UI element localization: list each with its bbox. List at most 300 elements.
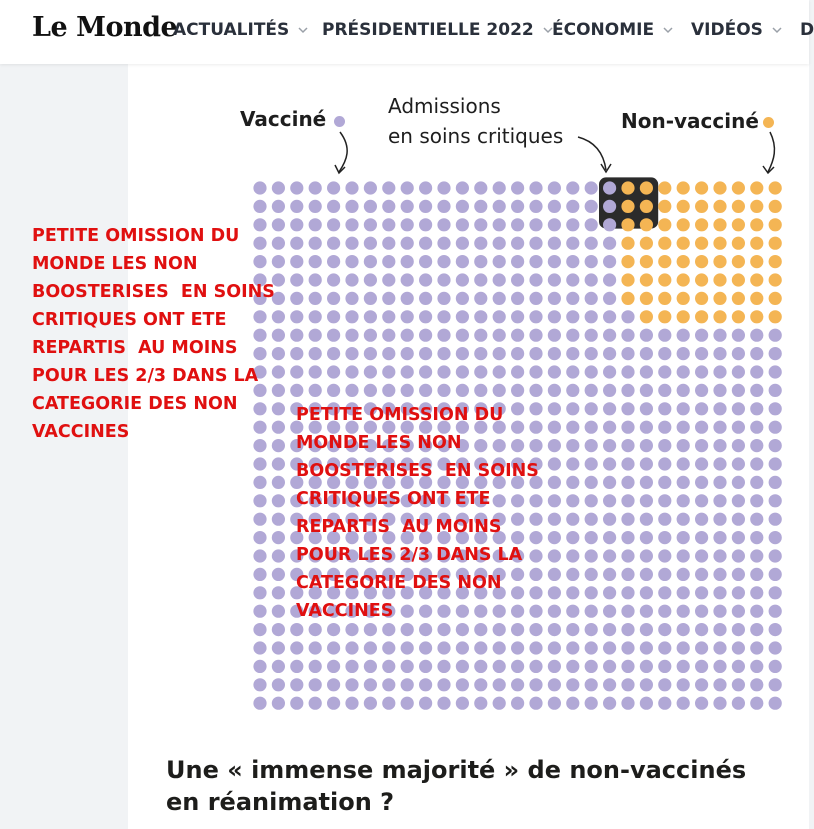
waffle-cell-vaccinated	[437, 660, 450, 673]
waffle-cell-vaccinated	[364, 273, 377, 286]
waffle-cell-vaccinated	[548, 402, 561, 415]
waffle-cell-vaccinated	[566, 605, 579, 618]
waffle-cell-unvaccinated	[713, 218, 726, 231]
waffle-cell-vaccinated	[364, 384, 377, 397]
waffle-cell-vaccinated	[437, 218, 450, 231]
waffle-cell-vaccinated	[382, 678, 395, 691]
waffle-cell-vaccinated	[548, 329, 561, 342]
waffle-cell-vaccinated	[290, 347, 303, 360]
waffle-cell-vaccinated	[566, 421, 579, 434]
waffle-cell-vaccinated	[695, 347, 708, 360]
waffle-cell-vaccinated	[713, 513, 726, 526]
waffle-cell-vaccinated	[585, 421, 598, 434]
waffle-cell-vaccinated	[548, 439, 561, 452]
waffle-cell-vaccinated	[327, 310, 340, 323]
waffle-cell-vaccinated	[511, 365, 524, 378]
waffle-cell-vaccinated	[732, 660, 745, 673]
waffle-cell-unvaccinated	[732, 310, 745, 323]
waffle-cell-vaccinated	[640, 605, 653, 618]
waffle-cell-vaccinated	[437, 237, 450, 250]
waffle-cell-vaccinated	[253, 457, 266, 470]
waffle-cell-vaccinated	[493, 218, 506, 231]
waffle-cell-vaccinated	[548, 347, 561, 360]
waffle-cell-vaccinated	[345, 678, 358, 691]
waffle-cell-vaccinated	[456, 365, 469, 378]
waffle-cell-unvaccinated	[750, 237, 763, 250]
waffle-cell-vaccinated	[621, 402, 634, 415]
waffle-cell-vaccinated	[529, 237, 542, 250]
waffle-cell-vaccinated	[493, 237, 506, 250]
waffle-cell-vaccinated	[585, 237, 598, 250]
waffle-cell-vaccinated	[732, 568, 745, 581]
waffle-cell-vaccinated	[640, 494, 653, 507]
waffle-cell-vaccinated	[621, 329, 634, 342]
waffle-cell-vaccinated	[695, 605, 708, 618]
waffle-cell-vaccinated	[364, 347, 377, 360]
waffle-cell-vaccinated	[272, 605, 285, 618]
waffle-cell-vaccinated	[603, 605, 616, 618]
waffle-cell-vaccinated	[272, 623, 285, 636]
waffle-cell-vaccinated	[585, 531, 598, 544]
waffle-cell-vaccinated	[677, 329, 690, 342]
waffle-cell-vaccinated	[511, 641, 524, 654]
waffle-cell-unvaccinated	[677, 273, 690, 286]
waffle-cell-vaccinated	[677, 513, 690, 526]
waffle-cell-vaccinated	[548, 200, 561, 213]
chevron-down-icon	[772, 25, 782, 35]
waffle-cell-vaccinated	[382, 660, 395, 673]
waffle-cell-vaccinated	[511, 255, 524, 268]
waffle-cell-unvaccinated	[621, 218, 634, 231]
waffle-cell-vaccinated	[621, 660, 634, 673]
waffle-cell-vaccinated	[750, 660, 763, 673]
waffle-cell-vaccinated	[456, 697, 469, 710]
waffle-cell-vaccinated	[621, 494, 634, 507]
waffle-cell-vaccinated	[511, 237, 524, 250]
waffle-cell-vaccinated	[511, 660, 524, 673]
waffle-cell-vaccinated	[272, 457, 285, 470]
waffle-cell-vaccinated	[437, 697, 450, 710]
waffle-cell-vaccinated	[364, 329, 377, 342]
waffle-cell-vaccinated	[603, 384, 616, 397]
waffle-cell-vaccinated	[769, 641, 782, 654]
nav-item-economie[interactable]	[552, 20, 673, 40]
waffle-cell-vaccinated	[713, 678, 726, 691]
waffle-cell-vaccinated	[585, 329, 598, 342]
waffle-cell-vaccinated	[511, 218, 524, 231]
waffle-cell-vaccinated	[732, 347, 745, 360]
waffle-cell-vaccinated	[382, 310, 395, 323]
nav-item-label: VIDÉOS	[691, 20, 763, 40]
waffle-cell-vaccinated	[603, 365, 616, 378]
waffle-cell-vaccinated	[732, 494, 745, 507]
waffle-cell-vaccinated	[769, 660, 782, 673]
waffle-cell-vaccinated	[732, 531, 745, 544]
waffle-cell-vaccinated	[621, 457, 634, 470]
waffle-cell-vaccinated	[658, 531, 671, 544]
waffle-cell-vaccinated	[529, 384, 542, 397]
waffle-cell-vaccinated	[474, 365, 487, 378]
waffle-cell-vaccinated	[603, 292, 616, 305]
waffle-cell-vaccinated	[677, 660, 690, 673]
waffle-cell-unvaccinated	[750, 181, 763, 194]
waffle-cell-unvaccinated	[750, 255, 763, 268]
waffle-cell-vaccinated	[493, 273, 506, 286]
waffle-cell-vaccinated	[658, 476, 671, 489]
waffle-cell-vaccinated	[548, 218, 561, 231]
waffle-cell-vaccinated	[677, 623, 690, 636]
waffle-cell-vaccinated	[585, 494, 598, 507]
waffle-cell-vaccinated	[290, 255, 303, 268]
waffle-cell-vaccinated	[769, 421, 782, 434]
waffle-cell-vaccinated	[769, 697, 782, 710]
waffle-cell-vaccinated	[437, 181, 450, 194]
article-headline[interactable]: Une « immense majorité » de non-vaccinés en réanimation ?	[166, 756, 747, 816]
waffle-cell-vaccinated	[585, 365, 598, 378]
waffle-cell-vaccinated	[456, 237, 469, 250]
waffle-cell-vaccinated	[750, 549, 763, 562]
waffle-cell-vaccinated	[658, 605, 671, 618]
waffle-cell-vaccinated	[401, 237, 414, 250]
waffle-cell-vaccinated	[327, 273, 340, 286]
waffle-cell-vaccinated	[566, 678, 579, 691]
waffle-cell-vaccinated	[566, 457, 579, 470]
waffle-cell-vaccinated	[695, 494, 708, 507]
waffle-cell-vaccinated	[769, 402, 782, 415]
waffle-cell-vaccinated	[529, 678, 542, 691]
waffle-cell-vaccinated	[640, 457, 653, 470]
waffle-cell-vaccinated	[272, 513, 285, 526]
waffle-cell-vaccinated	[493, 329, 506, 342]
waffle-cell-vaccinated	[603, 641, 616, 654]
waffle-cell-unvaccinated	[658, 218, 671, 231]
waffle-cell-vaccinated	[309, 641, 322, 654]
waffle-cell-vaccinated	[677, 697, 690, 710]
waffle-cell-vaccinated	[585, 255, 598, 268]
waffle-cell-unvaccinated	[769, 255, 782, 268]
waffle-cell-vaccinated	[253, 549, 266, 562]
waffle-cell-vaccinated	[474, 678, 487, 691]
nav-item-partial[interactable]	[800, 20, 814, 40]
waffle-cell-vaccinated	[382, 365, 395, 378]
waffle-cell-vaccinated	[345, 218, 358, 231]
waffle-cell-vaccinated	[621, 678, 634, 691]
waffle-cell-vaccinated	[345, 292, 358, 305]
waffle-cell-vaccinated	[511, 678, 524, 691]
waffle-cell-unvaccinated	[732, 200, 745, 213]
waffle-cell-vaccinated	[529, 310, 542, 323]
waffle-cell-vaccinated	[290, 200, 303, 213]
waffle-cell-vaccinated	[364, 292, 377, 305]
waffle-cell-unvaccinated	[713, 255, 726, 268]
waffle-cell-vaccinated	[364, 181, 377, 194]
waffle-cell-vaccinated	[419, 273, 432, 286]
waffle-cell-vaccinated	[585, 660, 598, 673]
nav-item-actualites[interactable]	[173, 20, 308, 40]
waffle-cell-vaccinated	[253, 531, 266, 544]
waffle-cell-vaccinated	[253, 200, 266, 213]
waffle-cell-vaccinated	[658, 549, 671, 562]
waffle-cell-unvaccinated	[732, 273, 745, 286]
waffle-cell-unvaccinated	[658, 181, 671, 194]
waffle-cell-vaccinated	[548, 623, 561, 636]
waffle-cell-vaccinated	[677, 457, 690, 470]
waffle-cell-vaccinated	[474, 200, 487, 213]
waffle-cell-vaccinated	[603, 660, 616, 673]
waffle-cell-vaccinated	[456, 273, 469, 286]
waffle-cell-vaccinated	[658, 586, 671, 599]
waffle-cell-vaccinated	[769, 678, 782, 691]
waffle-cell-vaccinated	[456, 678, 469, 691]
waffle-cell-vaccinated	[437, 678, 450, 691]
waffle-cell-vaccinated	[695, 697, 708, 710]
waffle-cell-vaccinated	[732, 457, 745, 470]
waffle-cell-vaccinated	[621, 586, 634, 599]
waffle-cell-unvaccinated	[621, 237, 634, 250]
waffle-cell-vaccinated	[585, 218, 598, 231]
waffle-cell-vaccinated	[658, 623, 671, 636]
waffle-cell-unvaccinated	[658, 237, 671, 250]
waffle-cell-vaccinated	[253, 623, 266, 636]
waffle-cell-vaccinated	[511, 697, 524, 710]
waffle-cell-unvaccinated	[640, 310, 653, 323]
legend-unvaccinated-label: Non-vacciné	[621, 109, 759, 133]
waffle-cell-vaccinated	[695, 329, 708, 342]
waffle-cell-vaccinated	[640, 623, 653, 636]
legend-admissions-line2: en soins critiques	[388, 124, 564, 148]
waffle-cell-vaccinated	[382, 292, 395, 305]
waffle-cell-vaccinated	[419, 347, 432, 360]
waffle-cell-vaccinated	[585, 310, 598, 323]
waffle-cell-vaccinated	[658, 660, 671, 673]
waffle-cell-vaccinated	[621, 605, 634, 618]
waffle-cell-vaccinated	[695, 457, 708, 470]
waffle-cell-vaccinated	[401, 641, 414, 654]
waffle-cell-vaccinated	[585, 476, 598, 489]
waffle-cell-vaccinated	[732, 476, 745, 489]
waffle-cell-vaccinated	[493, 347, 506, 360]
waffle-cell-vaccinated	[603, 439, 616, 452]
waffle-cell-vaccinated	[419, 678, 432, 691]
waffle-cell-vaccinated	[548, 421, 561, 434]
waffle-cell-vaccinated	[401, 660, 414, 673]
waffle-cell-vaccinated	[474, 384, 487, 397]
waffle-cell-vaccinated	[566, 384, 579, 397]
waffle-cell-vaccinated	[511, 329, 524, 342]
waffle-cell-vaccinated	[272, 549, 285, 562]
waffle-cell-vaccinated	[695, 568, 708, 581]
waffle-cell-vaccinated	[511, 181, 524, 194]
waffle-cell-vaccinated	[401, 181, 414, 194]
waffle-cell-unvaccinated	[732, 237, 745, 250]
waffle-cell-vaccinated	[732, 513, 745, 526]
waffle-cell-vaccinated	[493, 200, 506, 213]
waffle-cell-vaccinated	[769, 329, 782, 342]
waffle-cell-vaccinated	[677, 531, 690, 544]
waffle-cell-vaccinated	[419, 292, 432, 305]
waffle-cell-vaccinated	[640, 531, 653, 544]
waffle-cell-vaccinated	[401, 218, 414, 231]
waffle-cell-vaccinated	[401, 310, 414, 323]
waffle-cell-unvaccinated	[732, 255, 745, 268]
waffle-cell-vaccinated	[309, 329, 322, 342]
waffle-cell-vaccinated	[621, 347, 634, 360]
waffle-cell-vaccinated	[327, 200, 340, 213]
waffle-cell-vaccinated	[493, 365, 506, 378]
waffle-cell-vaccinated	[732, 549, 745, 562]
waffle-cell-vaccinated	[566, 218, 579, 231]
waffle-cell-vaccinated	[511, 200, 524, 213]
waffle-cell-vaccinated	[382, 329, 395, 342]
waffle-cell-vaccinated	[585, 678, 598, 691]
waffle-cell-vaccinated	[345, 660, 358, 673]
waffle-cell-vaccinated	[658, 678, 671, 691]
waffle-cell-vaccinated	[713, 568, 726, 581]
nav-item-videos[interactable]	[691, 20, 782, 40]
waffle-cell-unvaccinated	[695, 255, 708, 268]
waffle-cell-vaccinated	[474, 292, 487, 305]
waffle-cell-vaccinated	[327, 255, 340, 268]
waffle-cell-vaccinated	[511, 292, 524, 305]
red-annotation-left: PETITE OMISSION DU MONDE LES NON BOOSTERISES EN SOINS CRITIQUES ONT ETE REPARTIS AU MOINS POUR LES 2/3 DANS LA CATEGORIE DES NON VACCINES	[32, 226, 275, 442]
waffle-cell-vaccinated	[529, 200, 542, 213]
waffle-cell-vaccinated	[290, 641, 303, 654]
waffle-cell-vaccinated	[548, 292, 561, 305]
waffle-cell-vaccinated	[419, 255, 432, 268]
waffle-cell-vaccinated	[732, 439, 745, 452]
waffle-cell-vaccinated	[382, 181, 395, 194]
waffle-cell-vaccinated	[732, 697, 745, 710]
waffle-cell-vaccinated	[585, 641, 598, 654]
waffle-cell-unvaccinated	[658, 255, 671, 268]
waffle-cell-unvaccinated	[713, 310, 726, 323]
waffle-cell-vaccinated	[401, 365, 414, 378]
waffle-cell-vaccinated	[640, 568, 653, 581]
waffle-cell-vaccinated	[603, 586, 616, 599]
waffle-cell-vaccinated	[456, 255, 469, 268]
waffle-cell-vaccinated	[401, 273, 414, 286]
waffle-cell-vaccinated	[272, 200, 285, 213]
waffle-cell-vaccinated	[603, 513, 616, 526]
waffle-cell-vaccinated	[309, 200, 322, 213]
nav-item-presidentielle-2022[interactable]	[322, 20, 553, 40]
waffle-cell-vaccinated	[750, 384, 763, 397]
waffle-cell-vaccinated	[309, 255, 322, 268]
legend-vaccinated-label: Vacciné	[240, 107, 327, 131]
waffle-cell-vaccinated	[585, 439, 598, 452]
waffle-cell-vaccinated	[677, 641, 690, 654]
waffle-cell-vaccinated	[272, 660, 285, 673]
waffle-cell-vaccinated	[769, 568, 782, 581]
waffle-cell-vaccinated	[345, 273, 358, 286]
waffle-cell-unvaccinated	[750, 310, 763, 323]
waffle-cell-vaccinated	[382, 384, 395, 397]
waffle-cell-vaccinated	[253, 513, 266, 526]
waffle-cell-vaccinated	[272, 586, 285, 599]
waffle-cell-vaccinated	[327, 660, 340, 673]
waffle-cell-vaccinated	[621, 623, 634, 636]
waffle-cell-vaccinated	[474, 218, 487, 231]
waffle-cell-vaccinated	[769, 439, 782, 452]
waffle-cell-vaccinated	[621, 421, 634, 434]
waffle-cell-vaccinated	[419, 310, 432, 323]
waffle-cell-vaccinated	[603, 402, 616, 415]
waffle-cell-vaccinated	[732, 329, 745, 342]
top-navigation	[0, 0, 814, 64]
waffle-cell-vaccinated	[621, 568, 634, 581]
waffle-cell-vaccinated	[327, 237, 340, 250]
waffle-cell-vaccinated	[621, 476, 634, 489]
waffle-cell-vaccinated	[327, 218, 340, 231]
waffle-cell-vaccinated	[713, 402, 726, 415]
waffle-cell-vaccinated	[401, 697, 414, 710]
waffle-cell-vaccinated	[769, 549, 782, 562]
waffle-cell-vaccinated	[713, 347, 726, 360]
waffle-cell-vaccinated	[750, 678, 763, 691]
legend-unvaccinated-arrow	[768, 132, 774, 172]
waffle-cell-vaccinated	[566, 697, 579, 710]
waffle-cell-vaccinated	[585, 384, 598, 397]
waffle-cell-vaccinated	[493, 310, 506, 323]
waffle-cell-vaccinated	[382, 200, 395, 213]
waffle-cell-vaccinated	[456, 200, 469, 213]
waffle-cell-vaccinated	[290, 310, 303, 323]
waffle-cell-vaccinated	[677, 678, 690, 691]
waffle-cell-vaccinated	[566, 549, 579, 562]
waffle-cell-vaccinated	[750, 476, 763, 489]
waffle-cell-vaccinated	[695, 531, 708, 544]
waffle-cell-vaccinated	[566, 641, 579, 654]
waffle-cell-vaccinated	[309, 181, 322, 194]
waffle-cell-vaccinated	[750, 697, 763, 710]
waffle-cell-vaccinated	[677, 365, 690, 378]
waffle-cell-vaccinated	[750, 365, 763, 378]
waffle-cell-vaccinated	[603, 531, 616, 544]
waffle-cell-vaccinated	[529, 218, 542, 231]
waffle-cell-vaccinated	[658, 568, 671, 581]
waffle-cell-vaccinated	[750, 329, 763, 342]
waffle-cell-vaccinated	[493, 181, 506, 194]
waffle-cell-vaccinated	[401, 347, 414, 360]
waffle-cell-vaccinated	[585, 549, 598, 562]
waffle-cell-vaccinated	[309, 237, 322, 250]
waffle-cell-vaccinated	[585, 623, 598, 636]
waffle-cell-unvaccinated	[769, 310, 782, 323]
waffle-cell-unvaccinated	[750, 273, 763, 286]
waffle-cell-vaccinated	[603, 476, 616, 489]
waffle-cell-vaccinated	[290, 181, 303, 194]
waffle-cell-vaccinated	[585, 181, 598, 194]
waffle-cell-vaccinated	[566, 660, 579, 673]
waffle-cell-vaccinated	[327, 678, 340, 691]
waffle-cell-vaccinated	[382, 347, 395, 360]
waffle-cell-vaccinated	[511, 310, 524, 323]
waffle-cell-vaccinated	[732, 623, 745, 636]
waffle-cell-vaccinated	[677, 494, 690, 507]
waffle-cell-vaccinated	[695, 641, 708, 654]
waffle-cell-vaccinated	[713, 586, 726, 599]
waffle-cell-vaccinated	[640, 697, 653, 710]
waffle-cell-vaccinated	[419, 218, 432, 231]
waffle-cell-vaccinated	[566, 347, 579, 360]
le-monde-logo[interactable]: Le Monde	[32, 12, 178, 43]
waffle-cell-vaccinated	[493, 384, 506, 397]
waffle-cell-vaccinated	[621, 310, 634, 323]
waffle-cell-vaccinated	[769, 347, 782, 360]
waffle-cell-unvaccinated	[769, 181, 782, 194]
waffle-cell-vaccinated	[345, 310, 358, 323]
waffle-cell-vaccinated	[769, 586, 782, 599]
